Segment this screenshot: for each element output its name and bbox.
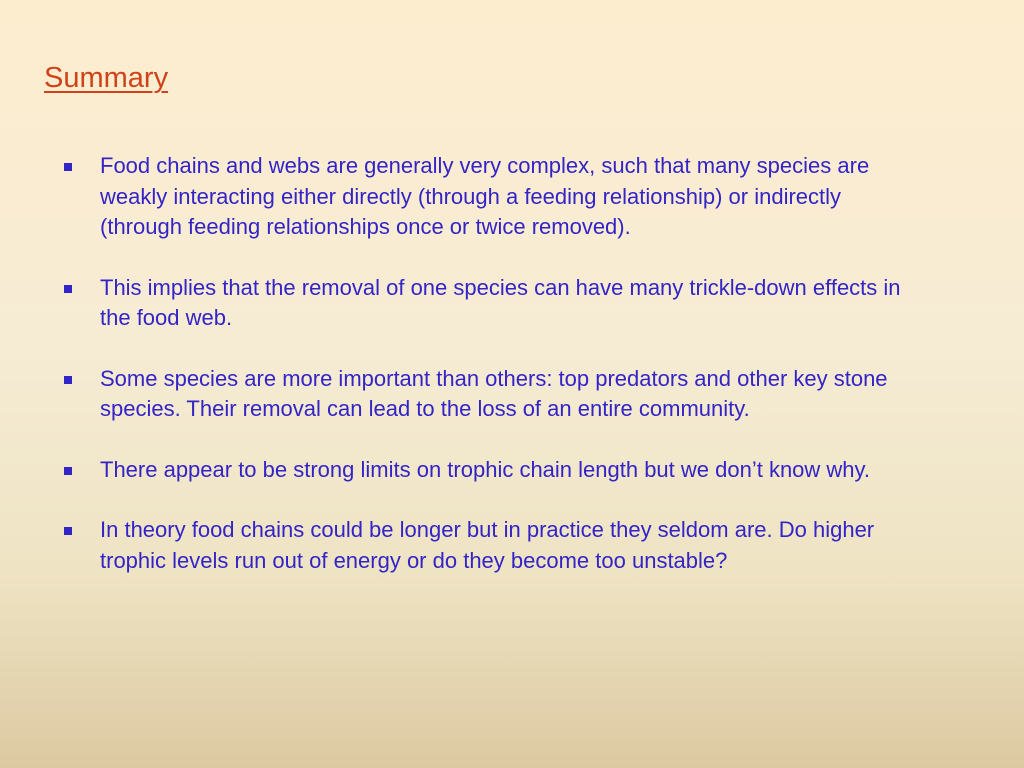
square-bullet-icon bbox=[64, 285, 72, 293]
bullet-item-5 bbox=[62, 515, 912, 576]
bullet-item-4 bbox=[62, 455, 912, 486]
bullet-item-2 bbox=[62, 273, 912, 334]
square-bullet-icon bbox=[64, 527, 72, 535]
slide-title: Summary bbox=[44, 62, 169, 94]
square-bullet-icon bbox=[64, 467, 72, 475]
bullet-text: Some species are more important than others: top predators and other key stone species. Their removal can lead to the loss of an entire community. bbox=[100, 365, 888, 421]
square-bullet-icon bbox=[64, 376, 72, 384]
bullet-text: This implies that the removal of one species can have many trickle-down effects in the food web. bbox=[100, 274, 901, 330]
bullet-text: Food chains and webs are generally very complex, such that many species are weakly interacting either directly (through a feeding relationship) or indirectly (through feeding relationships once or twice removed). bbox=[100, 153, 870, 239]
bullet-text: In theory food chains could be longer but in practice they seldom are. Do higher trophic levels run out of energy or do they become too unstable? bbox=[100, 517, 875, 573]
bullet-item-1 bbox=[62, 151, 912, 243]
square-bullet-icon bbox=[64, 163, 72, 171]
bullet-list bbox=[62, 151, 912, 606]
bullet-item-3 bbox=[62, 364, 912, 425]
bullet-text: There appear to be strong limits on trophic chain length but we don’t know why. bbox=[100, 456, 871, 482]
